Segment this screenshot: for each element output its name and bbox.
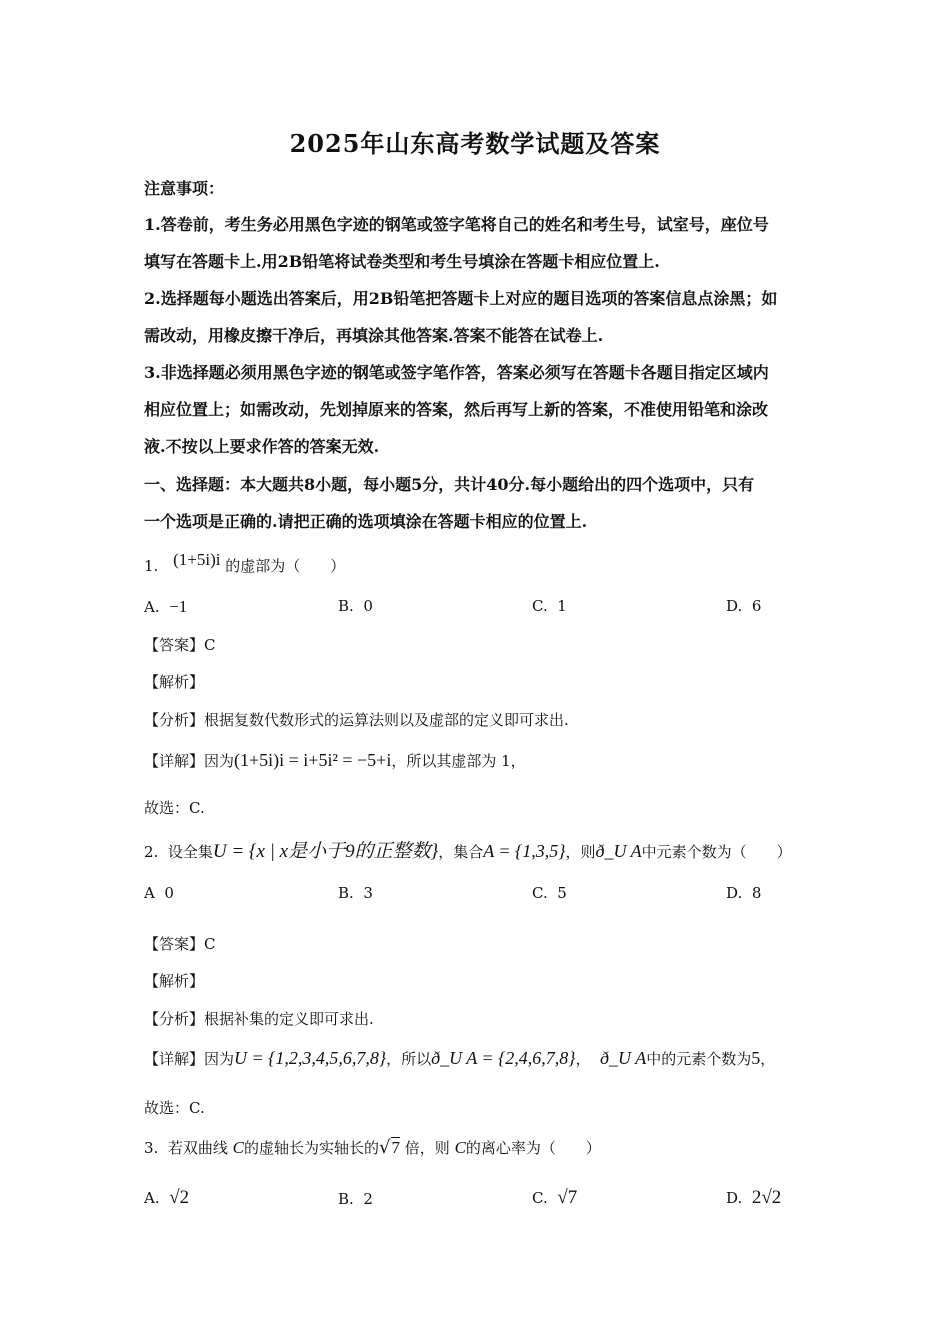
option-b: B. 3 xyxy=(338,884,373,902)
notes-line: 填写在答题卡上.用2B铅笔将试卷类型和考生号填涂在答题卡相应位置上. xyxy=(144,252,660,271)
question-number: 1. xyxy=(144,557,159,575)
set-a: A = {1,3,5} xyxy=(483,841,566,861)
radicand: 7 xyxy=(391,1138,400,1157)
option-c: C. √7 xyxy=(532,1187,578,1208)
analysis-text: 【分析】根据补集的定义即可求出. xyxy=(144,1010,374,1028)
answer-label: 【答案】C xyxy=(144,636,216,654)
set-u: U = {x | x是小于9的正整数} xyxy=(212,841,439,862)
solution-label: 【解析】 xyxy=(144,972,205,990)
section-instruction: 一个选项是正确的.请把正确的选项填涂在答题卡相应的位置上. xyxy=(144,512,588,531)
complement-symbol: ð_U A xyxy=(595,841,642,861)
option-b: B. 0 xyxy=(338,597,373,615)
detail-text: 【详解】因为U = {1,2,3,4,5,6,7,8}，所以ð_U A = {2,4,6,7,8}， ð_U A中的元素个数为5， xyxy=(144,1048,776,1068)
option-a: A. −1 xyxy=(144,597,188,616)
option-d: D. 2√2 xyxy=(726,1187,782,1208)
solution-label: 【解析】 xyxy=(144,673,205,691)
option-d: D. 6 xyxy=(726,597,762,615)
detail-complement: ð_U A = {2,4,6,7,8} xyxy=(431,1048,576,1068)
option-a: A 0 xyxy=(144,884,174,902)
notes-heading: 注意事项： xyxy=(144,179,225,198)
question-1-expression: (1+5i)i xyxy=(173,550,221,569)
option-b: B. 2 xyxy=(338,1190,373,1208)
notes-line: 相应位置上；如需改动，先划掉原来的答案，然后再写上新的答案，不准使用铅笔和涂改 xyxy=(144,400,769,419)
notes-line: 3.非选择题必须用黑色字迹的钢笔或签字笔作答，答案必须写在答题卡各题目指定区域内 xyxy=(144,363,769,382)
option-d: D. 8 xyxy=(726,884,762,902)
notes-line: 需改动，用橡皮擦干净后，再填涂其他答案.答案不能答在试卷上. xyxy=(144,326,604,345)
section-instruction: 一、选择题：本大题共8小题，每小题5分，共计40分.每小题给出的四个选项中，只有 xyxy=(144,475,755,494)
notes-line: 液.不按以上要求作答的答案无效. xyxy=(144,437,380,456)
option-c: C. 5 xyxy=(532,884,567,902)
page-title: 2025年山东高考数学试题及答案 xyxy=(289,129,661,158)
answer-label: 【答案】C xyxy=(144,935,216,953)
detail-math: (1+5i)i = i+5i² = −5+i xyxy=(234,750,392,770)
detail-set-u: U = {1,2,3,4,5,6,7,8} xyxy=(234,1048,387,1068)
analysis-text: 【分析】根据复数代数形式的运算法则以及虚部的定义即可求出. xyxy=(144,711,569,729)
option-c: C. 1 xyxy=(532,597,567,615)
conclusion-text: 故选：C. xyxy=(144,1099,205,1117)
notes-line: 2.选择题每小题选出答案后，用2B铅笔把答题卡上对应的题目选项的答案信息点涂黑；如 xyxy=(144,289,778,308)
question-2-stem: 2. 设全集U = {x | x是小于9的正整数}，集合A = {1,3,5}，则ð_U A中元素个数为（ ） xyxy=(144,841,792,862)
option-a: A. √2 xyxy=(144,1187,190,1208)
conclusion-text: 故选：C. xyxy=(144,799,205,817)
notes-line: 1.答卷前，考生务必用黑色字迹的钢笔或签字笔将自己的姓名和考生号，试室号，座位号 xyxy=(144,215,769,234)
question-1-text: 的虚部为（ ） xyxy=(225,557,346,575)
question-1-stem xyxy=(144,550,346,576)
detail-text: 【详解】因为(1+5i)i = i+5i² = −5+i，所以其虚部为 1， xyxy=(144,750,526,770)
question-3-stem: 3. 若双曲线 C的虚轴长为实轴长的√7 倍，则 C的离心率为（ ） xyxy=(144,1137,601,1158)
